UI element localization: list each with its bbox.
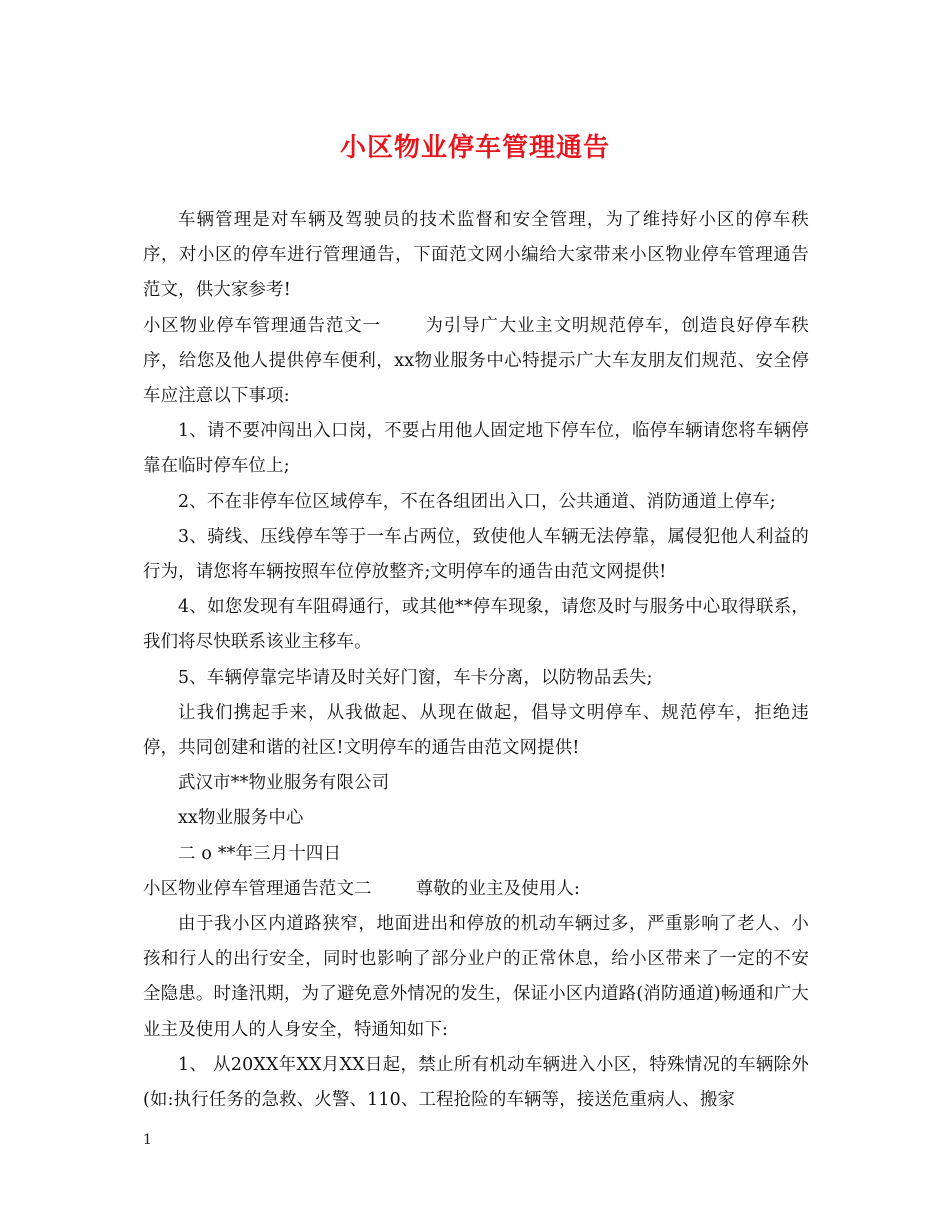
- sample2-greeting: 尊敬的业主及使用人:: [415, 878, 581, 899]
- sample1-center: xx物业服务中心: [178, 808, 304, 829]
- sample1-lead: 为引导广大业主文明规范停车，创造良好停车秩序，给您及他人提供停车便利，xx物业服务中心特提示广大车友朋友们规范、安全停车应注意以下事项:: [143, 315, 809, 407]
- page-number: 1: [143, 1132, 152, 1148]
- sample1-heading: 小区物业停车管理通告范文一: [143, 315, 381, 336]
- sample2-para1: 由于我小区内道路狭窄，地面进出和停放的机动车辆过多，严重影响了老人、小孩和行人的出行安全，同时也影响了部分业户的正常休息，给小区带来了一定的不安全隐患。时逢汛期，为了避免意外情况的发生，保证小区内道路(消防通道)畅通和广大业主及使用人的人身安全，特通知如下:: [143, 914, 809, 1040]
- intro-paragraph: 车辆管理是对车辆及驾驶员的技术监督和安全管理，为了维持好小区的停车秩序，对小区的停车进行管理通告，下面范文网小编给大家带来小区物业停车管理通告范文，供大家参考!: [143, 210, 809, 301]
- sample2-item-1: 1、 从20XX年XX月XX日起，禁止所有机动车辆进入小区，特殊情况的车辆除外(如:执行任务的急救、火警、110、工程抢险的车辆等，接送危重病人、搬家: [143, 1054, 809, 1111]
- sample1-item-2: 2、不在非停车位区域停车，不在各组团出入口，公共通道、消防通道上停车;: [178, 491, 776, 512]
- sample1-item-1: 1、请不要冲闯出入口岗，不要占用他人固定地下停车位，临停车辆请您将车辆停靠在临时停车位上;: [143, 421, 809, 477]
- document-body: [143, 203, 809, 1118]
- sample1-date: 二 o **年三月十四日: [178, 843, 342, 864]
- sample2-paragraph: [143, 872, 809, 907]
- document-title: 小区物业停车管理通告: [339, 133, 610, 163]
- sample1-company: 武汉市**物业服务有限公司: [178, 773, 390, 794]
- sample2-heading: 小区物业停车管理通告范文二: [143, 878, 372, 899]
- sample1-closing: 让我们携起手来，从我做起、从现在做起，倡导文明停车、规范停车，拒绝违停，共同创建和谐的社区!文明停车的通告由范文网提供!: [143, 702, 809, 759]
- sample1-item-5: 5、车辆停靠完毕请及时关好门窗，车卡分离，以防物品丢失;: [178, 667, 653, 688]
- sample1-item-3: 3、骑线、压线停车等于一车占两位，致使他人车辆无法停靠，属侵犯他人利益的行为，请您将车辆按照车位停放整齐;文明停车的通告由范文网提供!: [143, 526, 809, 583]
- sample1-item-4: 4、如您发现有车阻碍通行，或其他**停车现象，请您及时与服务中心取得联系，我们将尽快联系该业主移车。: [143, 597, 809, 653]
- sample1-paragraph: [143, 309, 809, 415]
